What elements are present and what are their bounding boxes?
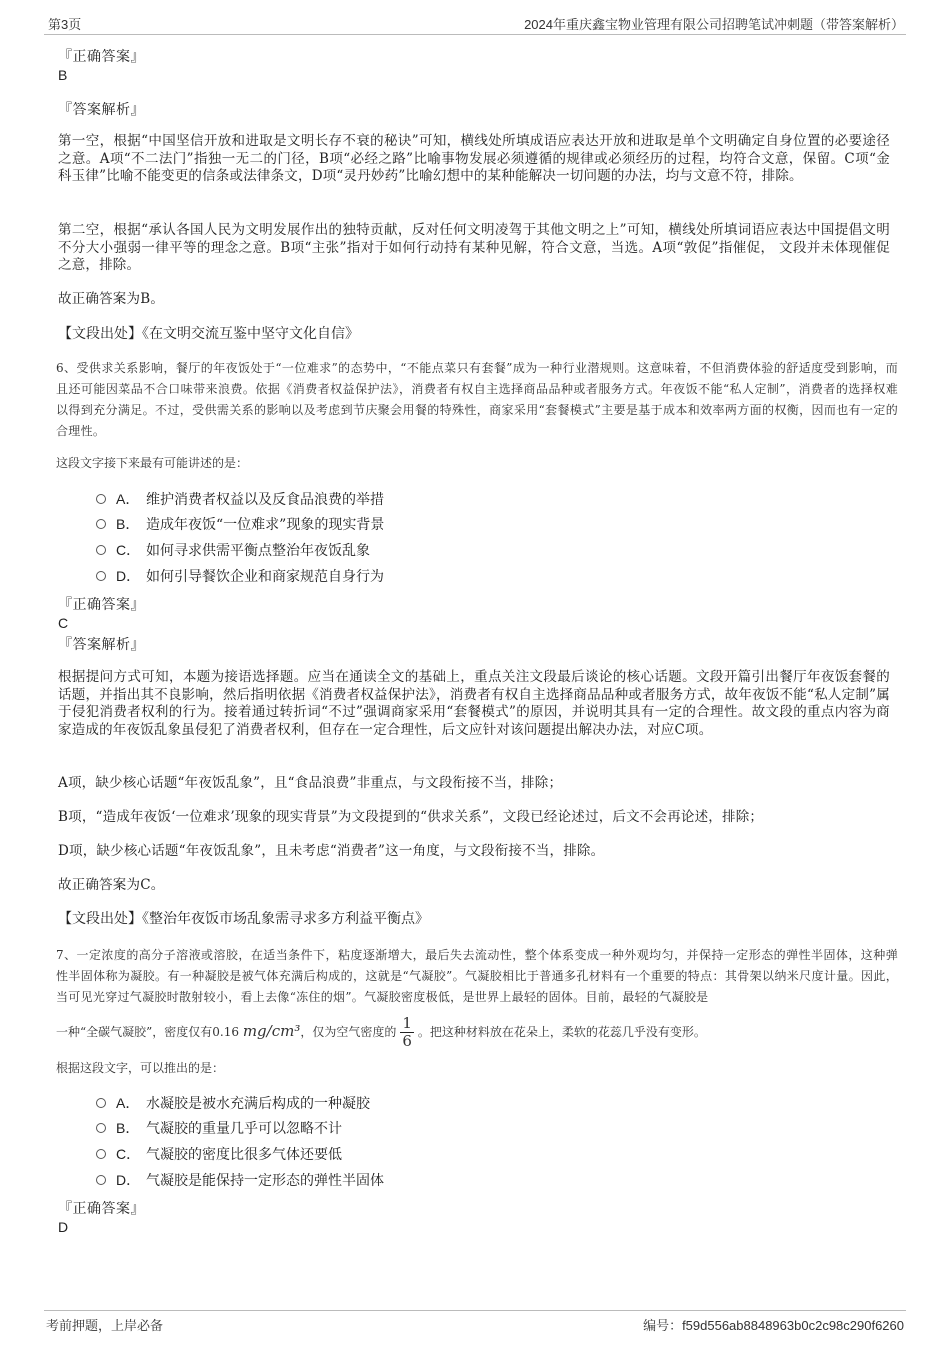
fraction: $\frac{1}{6}$ (402, 1014, 412, 1050)
footer-slogan: 考前押题，上岸必备 (46, 1318, 164, 1333)
option-d[interactable]: D． 如何引导餐饮企业和商家规范自身行为 (96, 567, 384, 586)
answer-value: D (58, 1219, 69, 1235)
analysis-paragraph: D项，缺少核心话题“年夜饭乱象”，且未考虑“消费者”这一角度，与文段衔接不当，排除。 (58, 843, 605, 859)
analysis-label: 『答案解析』 (58, 102, 145, 118)
option-a[interactable]: A． 水凝胶是被水充满后构成的一种凝胶 (96, 1094, 370, 1113)
option-a[interactable]: A． 维护消费者权益以及反食品浪费的举措 (96, 490, 384, 509)
answer-label: 『正确答案』 (58, 597, 145, 613)
document-title: 2024年重庆鑫宝物业管理有限公司招聘笔试冲刺题（带答案解析） (524, 17, 904, 32)
analysis-conclusion: 故正确答案为B。 (58, 291, 165, 307)
radio-icon[interactable] (96, 1175, 106, 1185)
source-citation: 【文段出处】《整治年夜饭市场乱象需寻求多方利益平衡点》 (58, 911, 429, 927)
analysis-paragraph: 根据提问方式可知，本题为接语选择题。应当在通读全文的基础上，重点关注文段最后谈论的核心话题。文段开篇引出餐厅年夜饭套餐的话题，并指出其不良影响，然后指明依据《消费者权益保护法》，消费者有权自主选择商品品种或者服务方式，故年夜饭不能“私人定制”属于侵犯消费者权利的行为。接着通过转折词“不过”强调商家采用“套餐模式”的原因，并说明其具有一定的合理性。故文段的重点内容为商家造成的年夜饭乱象虽侵犯了消费者权利，但存在一定合理性，后文应针对该问题提出解决办法，对应C项。 (58, 669, 890, 738)
source-citation: 【文段出处】《在文明交流互鉴中坚守文化自信》 (58, 326, 359, 342)
radio-icon[interactable] (96, 1149, 106, 1159)
answer-value: C (58, 615, 69, 631)
page-header (44, 12, 906, 35)
question-prompt: 这段文字接下来最有可能讲述的是： (56, 456, 249, 470)
radio-icon[interactable] (96, 1098, 106, 1108)
analysis-paragraph: A项，缺少核心话题“年夜饭乱象”，且“食品浪费”非重点，与文段衔接不当，排除； (58, 775, 563, 791)
page-footer (44, 1310, 906, 1335)
option-c[interactable]: C． 气凝胶的密度比很多气体还要低 (96, 1145, 342, 1164)
analysis-paragraph: B项，“造成年夜饭‘一位难求’现象的现实背景”为文段提到的“供求关系”，文段已经论述过，后文不会再论述，排除； (58, 809, 764, 825)
document-id: 编号：f59d556ab8848963b0c2c98c290f6260 (643, 1318, 904, 1333)
question-text: 7、一定浓度的高分子溶液或溶胶，在适当条件下，粘度逐渐增大，最后失去流动性，整个体系变成一种外观均匀，并保持一定形态的弹性半固体，这种弹性半固体称为凝胶。有一种凝胶是被气体充满后构成的，这就是“气凝胶”。气凝胶相比于普通多孔材料有一个重要的特点：其骨架以纳米尺度计量。因此，当可见光穿过气凝胶时散射较小，看上去像“冻住的烟”。气凝胶密度极低，是世界上最轻的固体。目前，最轻的气凝胶是 (56, 948, 898, 1004)
question-text: 6、受供求关系影响，餐厅的年夜饭处于“一位难求”的态势中，“不能点菜只有套餐”成为一种行业潜规则。这意味着，不但消费体验的舒适度受到影响，而且还可能因菜品不合口味带来浪费。依据《消费者权益保护法》，消费者有权自主选择商品品种或者服务方式。年夜饭不能“私人定制”，消费者的选择权难以得到充分满足。不过，受供需关系的影响以及考虑到节庆聚会用餐的特殊性，商家采用“套餐模式”主要是基于成本和效率两方面的权衡，因而也有一定的合理性。 (56, 361, 898, 438)
density-unit: mg/cm³ (242, 1022, 301, 1040)
analysis-conclusion: 故正确答案为C。 (58, 877, 165, 893)
analysis-paragraph: 第一空，根据“中国坚信开放和进取是文明长存不衰的秘诀”可知，横线处所填成语应表达开放和进取是单个文明确定自身位置的必要途径之意。A项“不二法门”指独一无二的门径，B项“必经之路”比喻事物发展必须遵循的规律或必须经历的过程，均符合文意，保留。C项“金科玉律”比喻不能变更的信条或法律条文，D项“灵丹妙药”比喻幻想中的某种能解决一切问题的办法，均与文意不符，排除。 (58, 133, 890, 184)
answer-label: 『正确答案』 (58, 49, 145, 65)
radio-icon[interactable] (96, 519, 106, 529)
option-c[interactable]: C． 如何寻求供需平衡点整治年夜饭乱象 (96, 541, 370, 560)
analysis-paragraph: 第二空，根据“承认各国人民为文明发展作出的独特贡献，反对任何文明凌驾于其他文明之上”可知，横线处所填词语应表达中国提倡文明不分大小强弱一律平等的理念之意。B项“主张”指对于如何行动持有某种见解，符合文意，当选。A项“敦促”指催促， 文段并未体现催促之意，排除。 (58, 222, 890, 273)
analysis-label: 『答案解析』 (58, 637, 145, 653)
option-d[interactable]: D． 气凝胶是能保持一定形态的弹性半固体 (96, 1171, 384, 1190)
answer-label: 『正确答案』 (58, 1201, 145, 1217)
question-text-continued: 一种“全碳气凝胶”，密度仅有0.16 mg/cm³，仅为空气密度的 $\frac{1}{6}$ 。把这种材料放在花朵上，柔软的花蕊几乎没有变形。 (56, 1014, 706, 1050)
option-b[interactable]: B． 造成年夜饭“一位难求”现象的现实背景 (96, 515, 384, 534)
radio-icon[interactable] (96, 1123, 106, 1133)
radio-icon[interactable] (96, 494, 106, 504)
question-prompt: 根据这段文字，可以推出的是： (56, 1061, 225, 1075)
page-number: 第3页 (48, 17, 82, 32)
radio-icon[interactable] (96, 545, 106, 555)
radio-icon[interactable] (96, 571, 106, 581)
answer-value: B (58, 67, 68, 83)
option-b[interactable]: B． 气凝胶的重量几乎可以忽略不计 (96, 1119, 342, 1138)
